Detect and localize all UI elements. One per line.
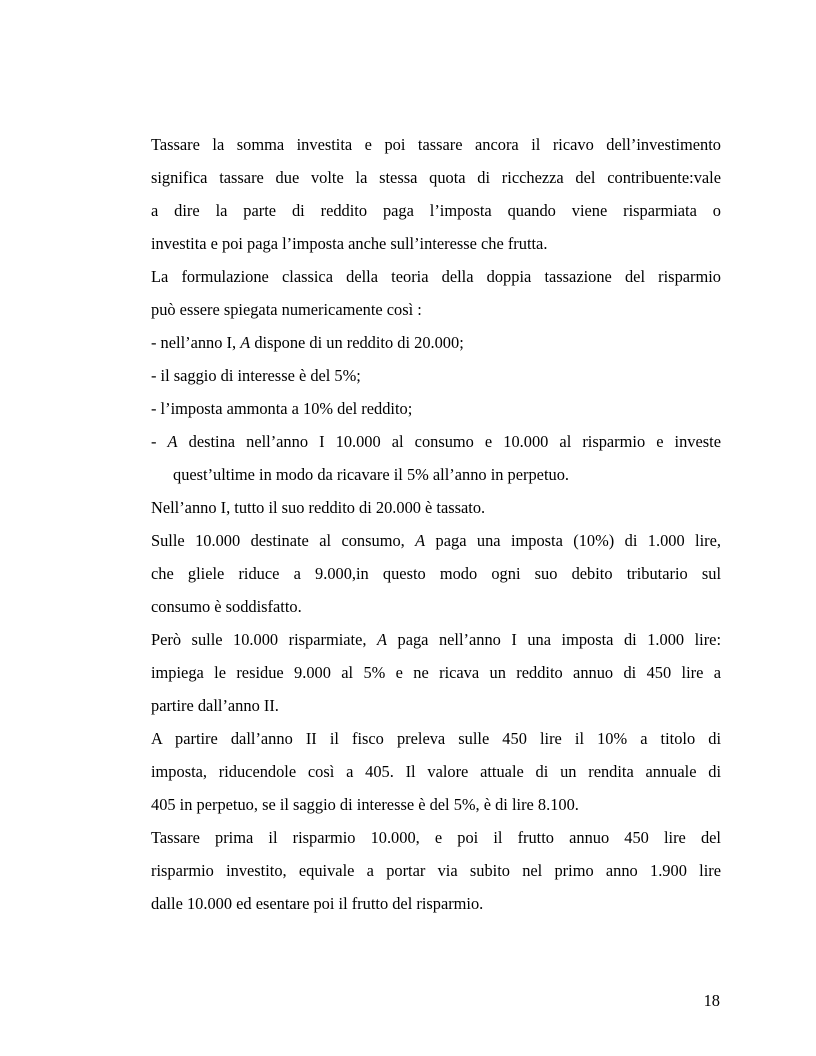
text-line: risparmio investito, equivale a portar via subito nel primo anno 1.900 lire xyxy=(151,861,721,880)
text-line: imposta, riducendole così a 405. Il valore attuale di un rendita annuale di xyxy=(151,762,721,781)
paragraph xyxy=(151,491,721,524)
list-item-text: destina nell’anno I 10.000 al consumo e 10.000 al risparmio e investe xyxy=(177,432,721,451)
paragraph xyxy=(151,260,721,326)
text-line xyxy=(151,524,721,557)
subject-a: A xyxy=(376,630,387,649)
text-line: Nell’anno I, tutto il suo reddito di 20.000 è tassato. xyxy=(151,498,486,517)
assumption-list xyxy=(151,326,721,491)
text-line: consumo è soddisfatto. xyxy=(151,597,302,616)
text-span: paga nell’anno I una imposta di 1.000 lire: xyxy=(386,630,721,649)
text-line: significa tassare due volte la stessa quota di ricchezza del contribuente:vale xyxy=(151,168,721,187)
text-line: Tassare prima il risparmio 10.000, e poi il frutto annuo 450 lire del xyxy=(151,828,721,847)
paragraph xyxy=(151,821,721,920)
text-line: può essere spiegata numericamente così : xyxy=(151,300,422,319)
list-item-text: dispone di un reddito di 20.000; xyxy=(250,333,464,352)
text-line xyxy=(151,623,721,656)
list-item-text: - nell’anno I, xyxy=(151,333,241,352)
list-item-text: - xyxy=(151,432,168,451)
list-item xyxy=(151,326,721,359)
text-line: dalle 10.000 ed esentare poi il frutto del risparmio. xyxy=(151,894,484,913)
paragraph xyxy=(151,722,721,821)
text-line: partire dall’anno II. xyxy=(151,696,279,715)
paragraph xyxy=(151,524,721,623)
text-line: a dire la parte di reddito paga l’imposta quando viene risparmiata o xyxy=(151,201,721,220)
subject-a: A xyxy=(240,333,251,352)
paragraph xyxy=(151,623,721,722)
text-line: investita e poi paga l’imposta anche sull’interesse che frutta. xyxy=(151,234,548,253)
list-item: - il saggio di interesse è del 5%; xyxy=(151,366,361,385)
text-line: che gliele riduce a 9.000,in questo modo ogni suo debito tributario sul xyxy=(151,564,721,583)
text-span: Però sulle 10.000 risparmiate, xyxy=(151,630,377,649)
text-line: Tassare la somma investita e poi tassare ancora il ricavo dell’investimento xyxy=(151,135,721,154)
subject-a: A xyxy=(167,432,178,451)
page-number: 18 xyxy=(703,991,720,1010)
text-line: 405 in perpetuo, se il saggio di interesse è del 5%, è di lire 8.100. xyxy=(151,795,579,814)
text-line: A partire dall’anno II il fisco preleva sulle 450 lire il 10% a titolo di xyxy=(151,729,721,748)
text-line: impiega le residue 9.000 al 5% e ne ricava un reddito annuo di 450 lire a xyxy=(151,663,721,682)
list-item-continuation: quest’ultime in modo da ricavare il 5% all’anno in perpetuo. xyxy=(173,465,569,484)
paragraph xyxy=(151,128,721,260)
text-span: Sulle 10.000 destinate al consumo, xyxy=(151,531,416,550)
subject-a: A xyxy=(415,531,426,550)
document-body xyxy=(151,128,721,920)
list-item: - l’imposta ammonta a 10% del reddito; xyxy=(151,399,413,418)
text-span: paga una imposta (10%) di 1.000 lire, xyxy=(425,531,721,550)
list-item xyxy=(151,425,721,458)
text-line: La formulazione classica della teoria della doppia tassazione del risparmio xyxy=(151,267,721,286)
